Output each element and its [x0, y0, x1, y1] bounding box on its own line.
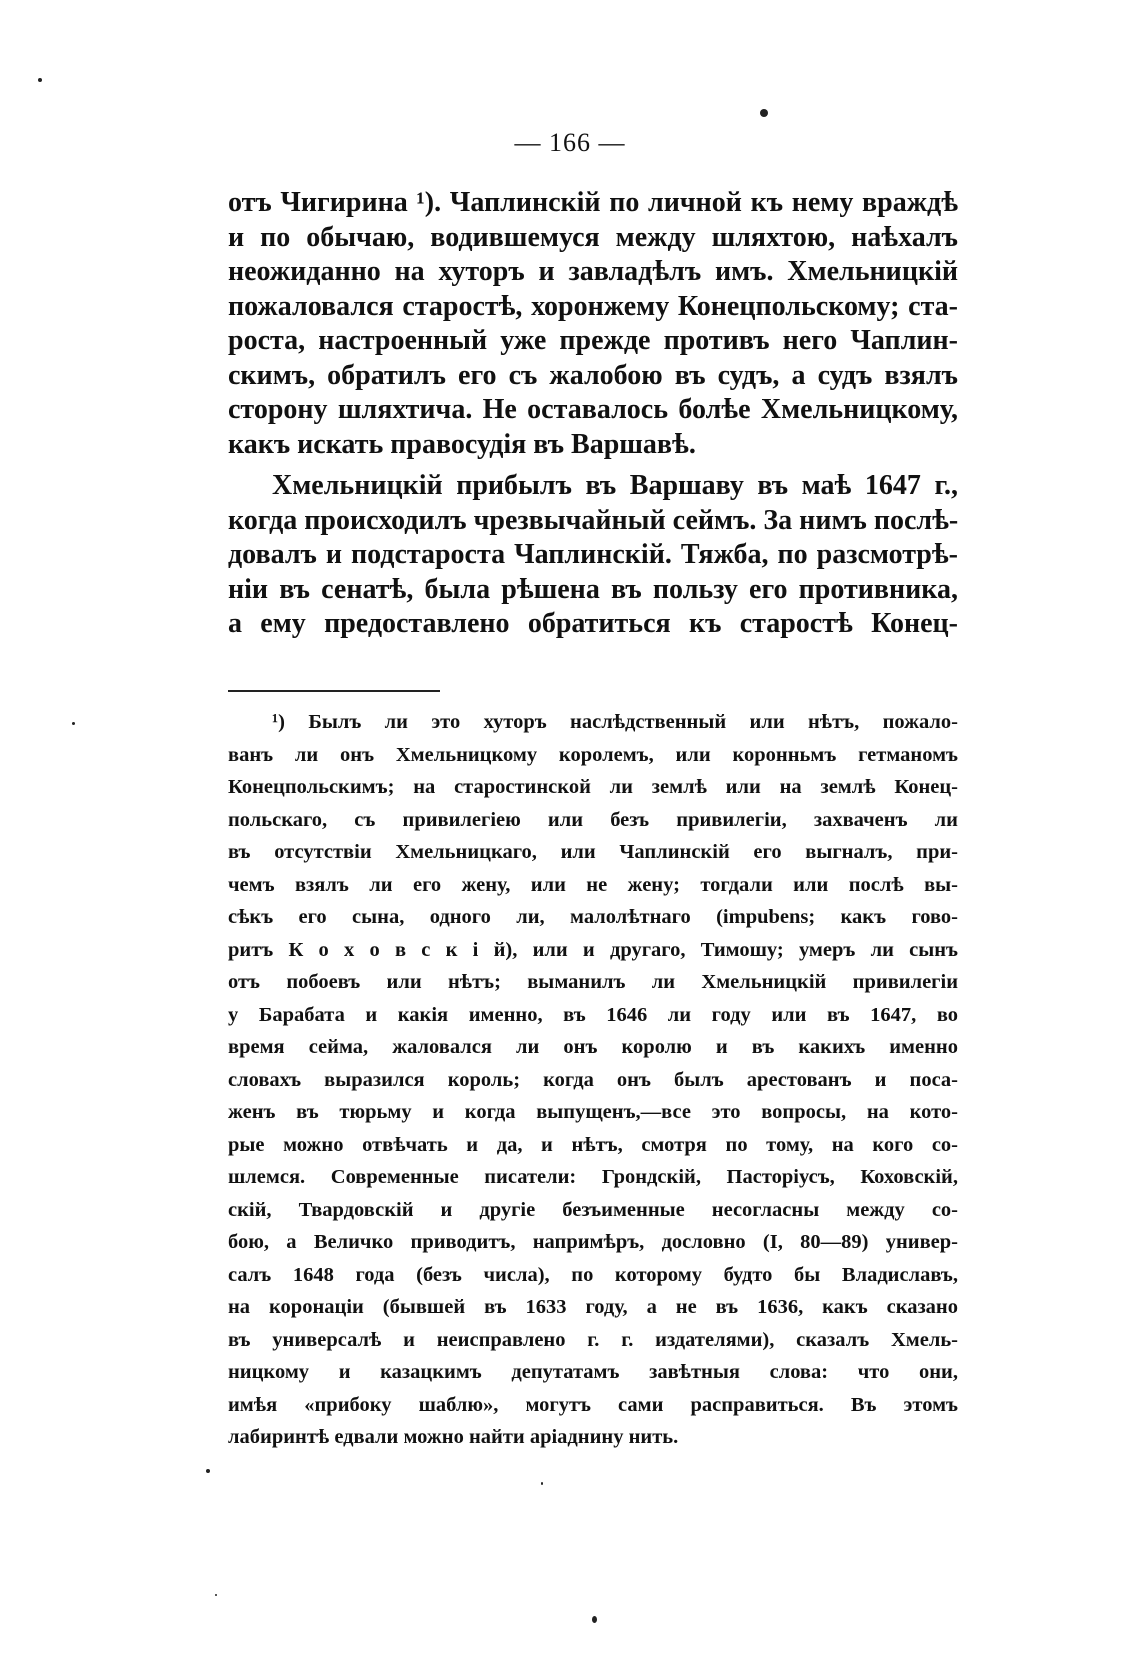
main-line: ніи въ сенатѣ, была рѣшена въ пользу его противника, — [228, 573, 958, 605]
page-number: — 166 — — [514, 128, 626, 157]
main-line: скимъ, обратилъ его съ жалобою въ судъ, а судъ взялъ — [228, 359, 958, 391]
footnote-line: бою, а Величко приводитъ, напримѣръ, дословно (I, 80—89) универ- — [228, 1231, 958, 1253]
scan-speck — [215, 1594, 217, 1596]
footnote-line: отъ побоевъ или нѣтъ; выманилъ ли Хмельницкій привилегіи — [228, 971, 958, 993]
footnote-line: ритъ К о х о в с к і й), или и другаго, Тимошу; умеръ ли сынъ — [228, 938, 958, 961]
main-line: а ему предоставлено обратиться къ старостѣ Конец- — [228, 608, 958, 639]
main-line: и по обычаю, водившемуся между шляхтою, наѣхалъ — [228, 221, 958, 253]
footnote-line: Конецпольскимъ; на старостинской ли землѣ или на землѣ Конец- — [228, 776, 958, 798]
scan-speck — [760, 109, 768, 117]
scan-speck — [206, 1469, 210, 1473]
footnote-separator-rule — [228, 690, 440, 692]
footnote-line: женъ въ тюрьму и когда выпущенъ,—все это вопросы, на кото- — [228, 1101, 958, 1123]
footnote-line: скій, Твардовскій и другіе безъименные несогласны между со- — [228, 1198, 958, 1221]
main-line: неожиданно на хуторъ и завладѣлъ имъ. Хмельницкій — [228, 256, 958, 287]
footnote-line: чемъ взялъ ли его жену, или не жену; тогдали или послѣ вы- — [228, 873, 958, 896]
footnote-line: лабиринтѣ едвали можно найти аріаднину нить. — [228, 1426, 679, 1448]
footnote-line: рые можно отвѣчать и да, и нѣтъ, смотря по тому, на кого со- — [228, 1133, 958, 1156]
main-line: когда происходилъ чрезвычайный сеймъ. За нимъ послѣ- — [228, 504, 959, 536]
main-line: отъ Чигирина ¹). Чаплинскій по личной къ нему враждѣ — [228, 187, 958, 218]
footnote-line: шлемся. Современные писатели: Грондскій, Пасторіусъ, Коховскій, — [228, 1166, 958, 1188]
footnote-line: ¹) Былъ ли это хуторъ наслѣдственный или нѣтъ, пожало- — [272, 711, 958, 733]
footnote-line: ницкому и казацкимъ депутатамъ завѣтныя слова: что они, — [228, 1361, 958, 1383]
main-line: сторону шляхтича. Не оставалось болѣе Хмельницкому, — [228, 394, 958, 425]
footnote-line: время сейма, жаловался ли онъ королю и въ какихъ именно — [228, 1036, 958, 1058]
scan-speck — [72, 722, 75, 725]
scan-speck — [541, 1482, 543, 1485]
footnote-line: у Барабата и какія именно, въ 1646 ли году или въ 1647, во — [228, 1003, 958, 1026]
footnote-line: въ универсалѣ и неисправлено г. г. издателями), сказалъ Хмель- — [228, 1328, 958, 1351]
main-line: какъ искать правосудія въ Варшавѣ. — [228, 428, 696, 460]
footnote-line: ванъ ли онъ Хмельницкому королемъ, или коронньмъ гетманомъ — [228, 743, 958, 766]
scan-speck — [592, 1616, 597, 1623]
footnote — [228, 706, 958, 1454]
footnote-line: словахъ выразился король; когда онъ былъ арестованъ и поса- — [228, 1068, 958, 1091]
footnote-line: въ отсутствіи Хмельницкаго, или Чаплинскій его выгналъ, при- — [228, 841, 958, 863]
footnote-line: польскаго, съ привилегіею или безъ привилегіи, захваченъ ли — [228, 808, 958, 831]
paragraph-gap — [228, 462, 958, 469]
footnote-line: сѣкъ его сына, одного ли, малолѣтнаго (impubens; какъ гово- — [228, 906, 958, 928]
main-text — [228, 186, 958, 642]
main-line: пожаловался старостѣ, хоронжему Конецпольскому; ста- — [228, 290, 958, 322]
footnote-line: на коронаціи (бывшей въ 1633 году, а не въ 1636, какъ сказано — [228, 1296, 958, 1318]
scan-speck — [38, 78, 42, 82]
main-line: Хмельницкій прибылъ въ Варшаву въ маѣ 1647 г., — [272, 470, 958, 501]
main-line: довалъ и подстароста Чаплинскій. Тяжба, по разсмотрѣ- — [228, 539, 958, 570]
footnote-line: салъ 1648 года (безъ числа), по которому будто бы Владиславъ, — [228, 1263, 958, 1286]
main-line: роста, настроенный уже прежде противъ него Чаплин- — [228, 325, 958, 356]
footnote-line: имѣя «прибоку шаблю», могутъ сами расправиться. Въ этомъ — [228, 1393, 958, 1416]
